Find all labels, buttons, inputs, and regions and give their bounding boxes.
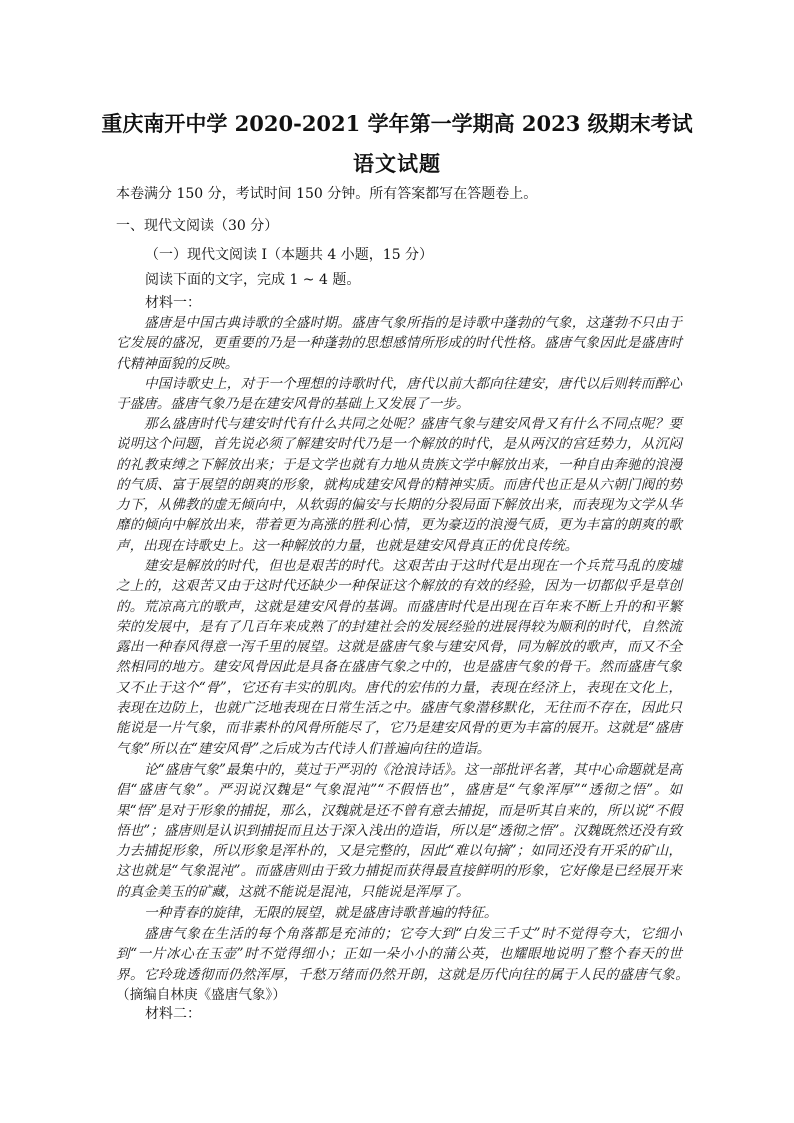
material-one-label: 材料一： <box>145 295 201 311</box>
section-heading: 一、现代文阅读（30 分） <box>116 218 279 234</box>
paragraph-4: 建安是解放的时代，但也是艰苦的时代。这艰苦由于这时代是出现在一个兵荒马乱的废墟之上的，这艰苦又由于这时代还缺少一种保证这个解放的有效的经验，因为一切都似乎是草创的。荒凉高亢的歌声，这就是建安风骨的基调。而盛唐时代是出现在百年来不断上升的和平繁荣的发展中，是有了几百年来成熟了的封建社会的发展经验的进展得较为顺利的时代，自然流露出一种春风得意一泻千里的展望。这就是盛唐气象与建安风骨，同为解放的歌声，而又不全然相同的地方。建安风骨因此是具备在盛唐气象之中的，也是盛唐气象的骨干。然而盛唐气象又不止于这个“骨”，它还有丰实的肌肉。唐代的宏伟的力量，表现在经济上，表现在文化上，表现在边防上，也就广泛地表现在日常生活之中。盛唐气象潜移默化，无往而不存在，因此只能说是一片气象，而非素朴的风骨所能尽了，它乃是建安风骨的更为丰富的展开。这就是“盛唐气象”所以在“建安风骨”之后成为古代诗人们普遍向往的造诣。 <box>116 558 682 757</box>
exam-subtitle: 语文试题 <box>353 151 441 176</box>
exam-title: 重庆南开中学 2020-2021 学年第一学期高 2023 级期末考试 <box>101 111 693 136</box>
paragraph-6: 一种青春的旋律，无限的展望，就是盛唐诗歌普遍的特征。 <box>144 905 498 921</box>
material-two-label: 材料二： <box>145 1006 201 1022</box>
exam-intro: 本卷满分 150 分，考试时间 150 分钟。所有答案都写在答题卷上。 <box>116 186 538 202</box>
subsection-heading: （一）现代文阅读 I（本题共 4 小题，15 分） <box>145 247 434 263</box>
paragraph-3: 那么盛唐时代与建安时代有什么共同之处呢？盛唐气象与建安风骨又有什么不同点呢？要说明这个问题，首先说必须了解建安时代乃是一个解放的时代，是从两汉的宫廷势力，从沉闷的礼教束缚之下解放出来；于是文学也就有力地从贵族文学中解放出来，一种自由奔驰的浪漫的气质、富于展望的朗爽的形象，就构成建安风骨的精神实质。而唐代也正是从六朝门阀的势力下，从佛教的虚无倾向中，从软弱的偏安与长期的分裂局面下解放出来，而表现为文学从华靡的倾向中解放出来，带着更为高涨的胜利心情，更为豪迈的浪漫气质，更为丰富的朗爽的歌声，出现在诗歌史上。这一种解放的力量，也就是建安风骨真正的优良传统。 <box>116 416 682 554</box>
paragraph-2: 中国诗歌史上，对于一个理想的诗歌时代，唐代以前大都向往建安，唐代以后则转而醉心于盛唐。盛唐气象乃是在建安风骨的基础上又发展了一步。 <box>116 376 682 413</box>
source-citation: （摘编自林庚《盛唐气象》） <box>116 986 286 1003</box>
paragraph-1: 盛唐是中国古典诗歌的全盛时期。盛唐气象所指的是诗歌中蓬勃的气象，这蓬勃不只由于它发展的盛况，更重要的乃是一种蓬勃的思想感情所形成的时代性格。盛唐气象因此是盛唐时代精神面貌的反映。 <box>116 315 682 372</box>
paragraph-7-text: 盛唐气象在生活的每个角落都是充沛的；它夸大到“白发三千丈”时不觉得夸大，它细小到“一片冰心在玉壶”时不觉得细小；正如一朵小小的蒲公英，也耀眼地说明了整个春天的世界。它玲珑透彻而仍然浑厚，千愁万绪而仍然开朗，这就是历代向往的属于人民的盛唐气象。 <box>116 926 682 983</box>
paragraph-5: 论“盛唐气象”最集中的，莫过于严羽的《沧浪诗话》。这一部批评名著，其中心命题就是高倡“盛唐气象”。严羽说汉魏是“气象混沌”“不假悟也”，盛唐是“气象浑厚”“透彻之悟”。如果“悟”是对于形象的捕捉，那么，汉魏就是还不曾有意去捕捉，而是听其自来的，所以说“不假悟也”；盛唐则是认识到捕捉而且达于深入浅出的造诣，所以是“透彻之悟”。汉魏既然还没有致力去捕捉形象，所以形象是浑朴的，又是完整的，因此“难以句摘”；如同还没有开采的矿山，这也就是“气象混沌”。而盛唐则由于致力捕捉而获得最直接鲜明的形象，它好像是已经展开来的真金美玉的矿藏，这就不能说是混沌，只能说是浑厚了。 <box>116 762 682 900</box>
instruction-text: 阅读下面的文字，完成 1 ~ 4 题。 <box>145 272 361 288</box>
paragraph-7 <box>116 924 682 1005</box>
